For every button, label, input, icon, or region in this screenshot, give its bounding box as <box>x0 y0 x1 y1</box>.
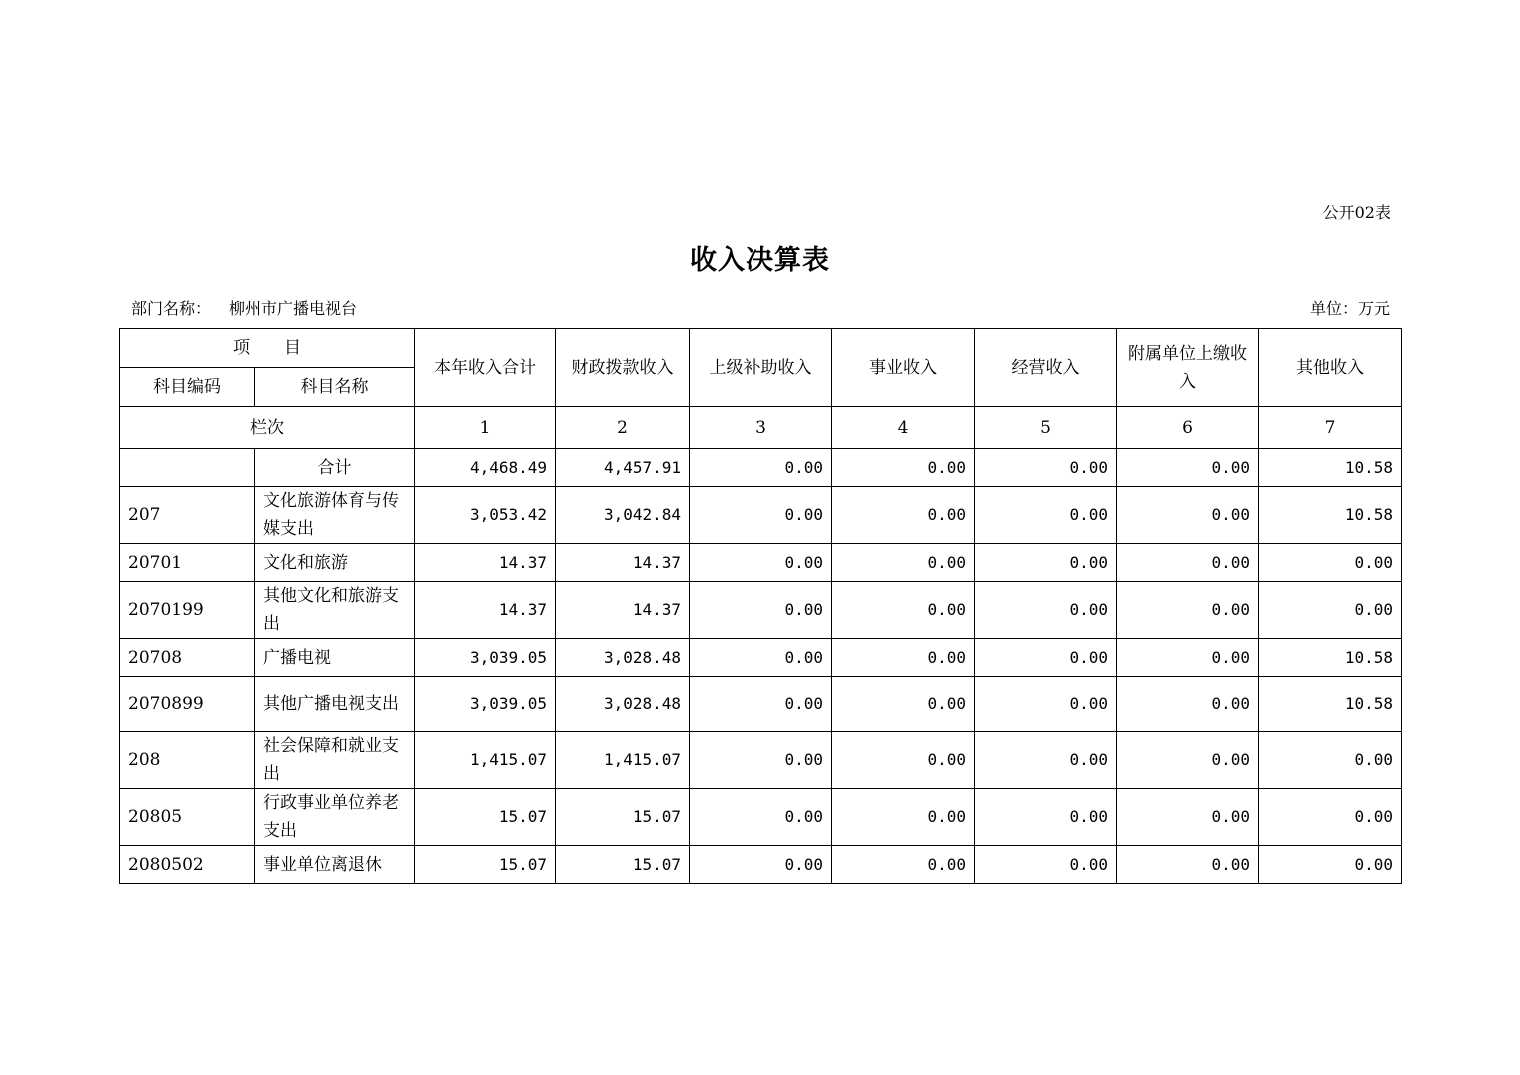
table-row <box>120 487 1402 544</box>
header-col-7: 其他收入 <box>1259 329 1402 407</box>
header-col-5: 经营收入 <box>975 329 1117 407</box>
row-value: 0.00 <box>832 544 975 582</box>
department-name: 柳州市广播电视台 <box>229 299 358 318</box>
row-value: 0.00 <box>975 677 1117 732</box>
header-name: 科目名称 <box>255 368 415 407</box>
row-value: 4,457.91 <box>556 449 690 487</box>
data-rows <box>120 449 1402 884</box>
row-value: 0.00 <box>975 544 1117 582</box>
row-value: 0.00 <box>1117 449 1259 487</box>
table-row <box>120 639 1402 677</box>
row-value: 0.00 <box>832 677 975 732</box>
form-number: 公开02表 <box>1322 203 1391 222</box>
row-value: 0.00 <box>1259 789 1402 846</box>
row-value: 15.07 <box>556 789 690 846</box>
row-value: 0.00 <box>1117 582 1259 639</box>
table-row <box>120 449 1402 487</box>
row-value: 14.37 <box>415 582 556 639</box>
page-title: 收入决算表 <box>690 245 830 276</box>
header-code: 科目编码 <box>120 368 255 407</box>
row-value: 0.00 <box>832 732 975 789</box>
row-value: 0.00 <box>832 789 975 846</box>
row-value: 0.00 <box>690 582 832 639</box>
row-code: 20701 <box>120 544 255 582</box>
row-value: 0.00 <box>690 449 832 487</box>
row-value: 10.58 <box>1259 677 1402 732</box>
row-value: 3,039.05 <box>415 639 556 677</box>
table-row <box>120 846 1402 884</box>
unit-label: 单位：万元 <box>1309 299 1390 318</box>
row-code: 2080502 <box>120 846 255 884</box>
row-value: 0.00 <box>1259 544 1402 582</box>
header-col-1: 本年收入合计 <box>415 329 556 407</box>
table-row <box>120 789 1402 846</box>
row-value: 14.37 <box>556 544 690 582</box>
row-name: 社会保障和就业支出 <box>255 732 415 789</box>
row-code: 208 <box>120 732 255 789</box>
row-value: 0.00 <box>1259 582 1402 639</box>
row-value: 0.00 <box>832 449 975 487</box>
header-col-6: 附属单位上缴收入 <box>1117 329 1259 407</box>
row-value: 0.00 <box>975 487 1117 544</box>
row-value: 0.00 <box>690 487 832 544</box>
row-value: 0.00 <box>1259 846 1402 884</box>
row-value: 0.00 <box>975 789 1117 846</box>
row-value: 0.00 <box>975 846 1117 884</box>
row-value: 0.00 <box>1117 677 1259 732</box>
row-value: 3,042.84 <box>556 487 690 544</box>
row-code: 2070899 <box>120 677 255 732</box>
header-project: 项 目 <box>120 329 415 368</box>
row-value: 0.00 <box>690 732 832 789</box>
col-number: 1 <box>415 407 556 449</box>
row-value: 0.00 <box>690 639 832 677</box>
row-value: 0.00 <box>832 846 975 884</box>
row-value: 15.07 <box>415 789 556 846</box>
col-number: 6 <box>1117 407 1259 449</box>
lanci-row <box>120 407 1402 449</box>
row-name: 广播电视 <box>255 639 415 677</box>
department-line <box>131 296 357 319</box>
table-row <box>120 582 1402 639</box>
row-value: 10.58 <box>1259 639 1402 677</box>
row-value: 0.00 <box>690 677 832 732</box>
row-value: 0.00 <box>832 639 975 677</box>
row-code: 207 <box>120 487 255 544</box>
col-number: 3 <box>690 407 832 449</box>
row-value: 0.00 <box>975 582 1117 639</box>
row-value: 10.58 <box>1259 487 1402 544</box>
col-number: 5 <box>975 407 1117 449</box>
col-number: 4 <box>832 407 975 449</box>
row-value: 0.00 <box>832 582 975 639</box>
row-name: 其他广播电视支出 <box>255 677 415 732</box>
table-row <box>120 544 1402 582</box>
row-value: 14.37 <box>556 582 690 639</box>
header-col-2: 财政拨款收入 <box>556 329 690 407</box>
row-code: 2070199 <box>120 582 255 639</box>
row-value: 0.00 <box>1117 544 1259 582</box>
row-value: 10.58 <box>1259 449 1402 487</box>
row-value: 0.00 <box>1117 789 1259 846</box>
row-name: 文化旅游体育与传媒支出 <box>255 487 415 544</box>
header-col-4: 事业收入 <box>832 329 975 407</box>
row-value: 3,039.05 <box>415 677 556 732</box>
table-row <box>120 677 1402 732</box>
row-value: 0.00 <box>975 449 1117 487</box>
row-value: 3,028.48 <box>556 639 690 677</box>
row-value: 0.00 <box>1259 732 1402 789</box>
table-row <box>120 732 1402 789</box>
row-value: 1,415.07 <box>415 732 556 789</box>
row-value: 15.07 <box>556 846 690 884</box>
row-name: 其他文化和旅游支出 <box>255 582 415 639</box>
row-name: 合计 <box>255 449 415 487</box>
row-name: 事业单位离退休 <box>255 846 415 884</box>
row-value: 0.00 <box>690 789 832 846</box>
row-value: 3,053.42 <box>415 487 556 544</box>
row-code: 20708 <box>120 639 255 677</box>
row-value: 14.37 <box>415 544 556 582</box>
row-name: 文化和旅游 <box>255 544 415 582</box>
income-table <box>119 328 1402 884</box>
col-number: 7 <box>1259 407 1402 449</box>
row-value: 0.00 <box>690 544 832 582</box>
lanci-label: 栏次 <box>120 407 415 449</box>
row-value: 1,415.07 <box>556 732 690 789</box>
row-value: 0.00 <box>975 639 1117 677</box>
row-value: 0.00 <box>975 732 1117 789</box>
row-value: 3,028.48 <box>556 677 690 732</box>
row-code: 20805 <box>120 789 255 846</box>
row-value: 0.00 <box>690 846 832 884</box>
header-col-3: 上级补助收入 <box>690 329 832 407</box>
header-row-1 <box>120 329 1402 368</box>
row-value: 0.00 <box>1117 732 1259 789</box>
row-value: 0.00 <box>1117 846 1259 884</box>
department-label: 部门名称： <box>131 299 212 318</box>
row-code <box>120 449 255 487</box>
row-value: 0.00 <box>832 487 975 544</box>
row-value: 4,468.49 <box>415 449 556 487</box>
row-value: 15.07 <box>415 846 556 884</box>
row-value: 0.00 <box>1117 639 1259 677</box>
row-value: 0.00 <box>1117 487 1259 544</box>
col-number: 2 <box>556 407 690 449</box>
row-name: 行政事业单位养老支出 <box>255 789 415 846</box>
